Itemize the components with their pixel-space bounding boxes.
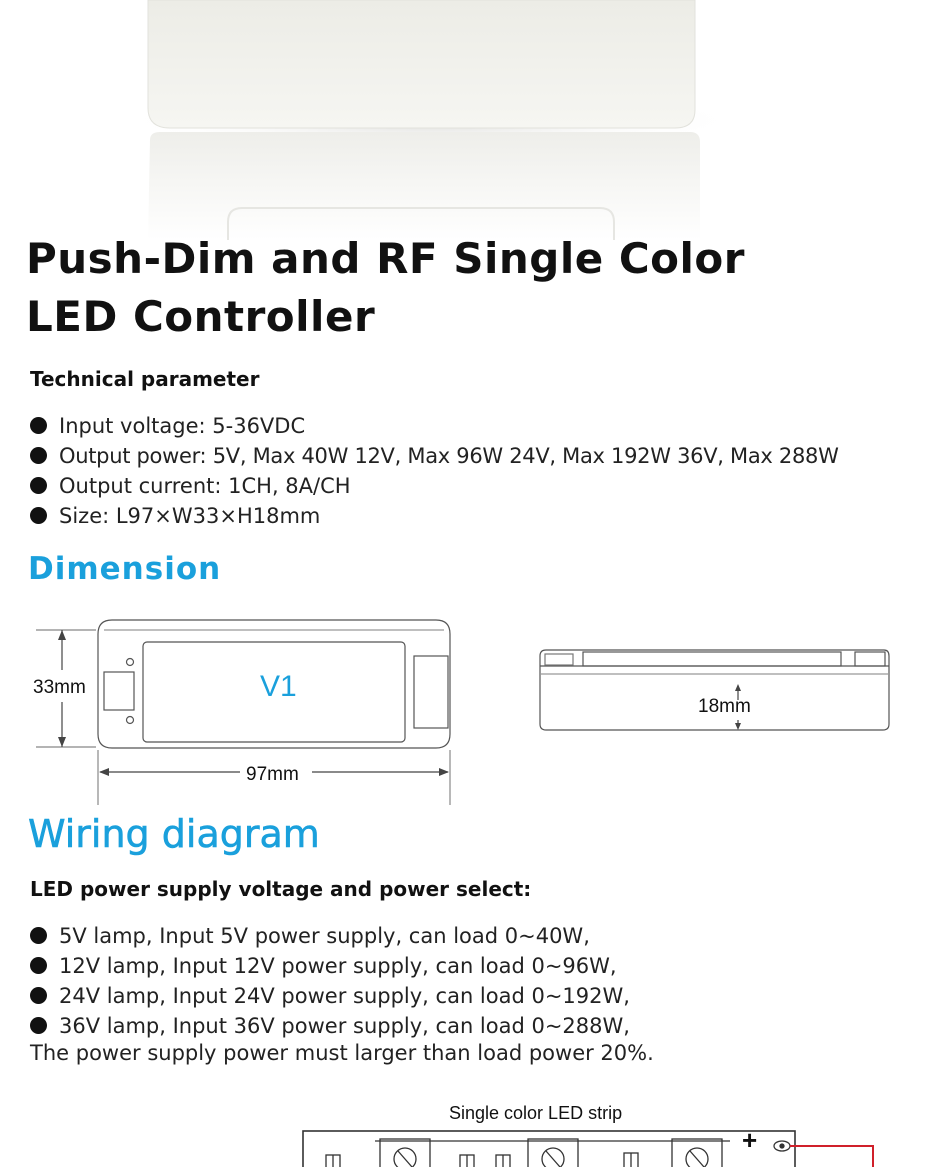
list-item-text: Size: L97×W33×H18mm (59, 504, 321, 528)
technical-heading: Technical parameter (30, 367, 260, 391)
list-item-text: Output power: 5V, Max 40W 12V, Max 96W 24V, Max 192W 36V, Max 288W (59, 444, 839, 468)
strip-label: Single color LED strip (449, 1103, 623, 1123)
list-item-text: Output current: 1CH, 8A/CH (59, 474, 351, 498)
list-item (30, 1011, 630, 1041)
bullet-icon (30, 987, 47, 1004)
list-item (30, 921, 630, 951)
list-item-text: Input voltage: 5-36VDC (59, 414, 306, 438)
wiring-list (30, 921, 630, 1041)
led-strip-diagram (0, 1125, 930, 1167)
positive-terminal-label: + (742, 1125, 758, 1155)
bullet-icon (30, 927, 47, 944)
list-item (30, 411, 839, 441)
thickness-dimension-label: 18mm (698, 696, 751, 717)
dimension-drawing (0, 610, 930, 810)
wiring-heading: Wiring diagram (28, 812, 320, 856)
product-photo (0, 0, 930, 240)
bullet-icon (30, 417, 47, 434)
bullet-icon (30, 957, 47, 974)
list-item-text: 12V lamp, Input 12V power supply, can load 0~96W, (59, 954, 617, 978)
list-item-text: 36V lamp, Input 36V power supply, can load 0~288W, (59, 1014, 630, 1038)
list-item (30, 951, 630, 981)
wiring-subheading: LED power supply voltage and power select: (30, 877, 532, 901)
list-item (30, 441, 839, 471)
bullet-icon (30, 447, 47, 464)
length-dimension-label: 97mm (246, 764, 299, 785)
page-title-line1: Push-Dim and RF Single Color (26, 234, 745, 283)
dimension-heading: Dimension (28, 551, 222, 587)
list-item-text: 5V lamp, Input 5V power supply, can load 0~40W, (59, 924, 590, 948)
module-label: V1 (260, 670, 297, 703)
list-item (30, 471, 839, 501)
bullet-icon (30, 477, 47, 494)
page-title-line2: LED Controller (26, 292, 376, 341)
bullet-icon (30, 1017, 47, 1034)
list-item (30, 981, 630, 1011)
height-dimension-label: 33mm (33, 677, 86, 698)
list-item (30, 501, 839, 531)
list-item-text: 24V lamp, Input 24V power supply, can load 0~192W, (59, 984, 630, 1008)
power-note: The power supply power must larger than load power 20%. (30, 1041, 654, 1065)
bullet-icon (30, 507, 47, 524)
product-image (0, 0, 930, 240)
technical-list (30, 411, 839, 531)
